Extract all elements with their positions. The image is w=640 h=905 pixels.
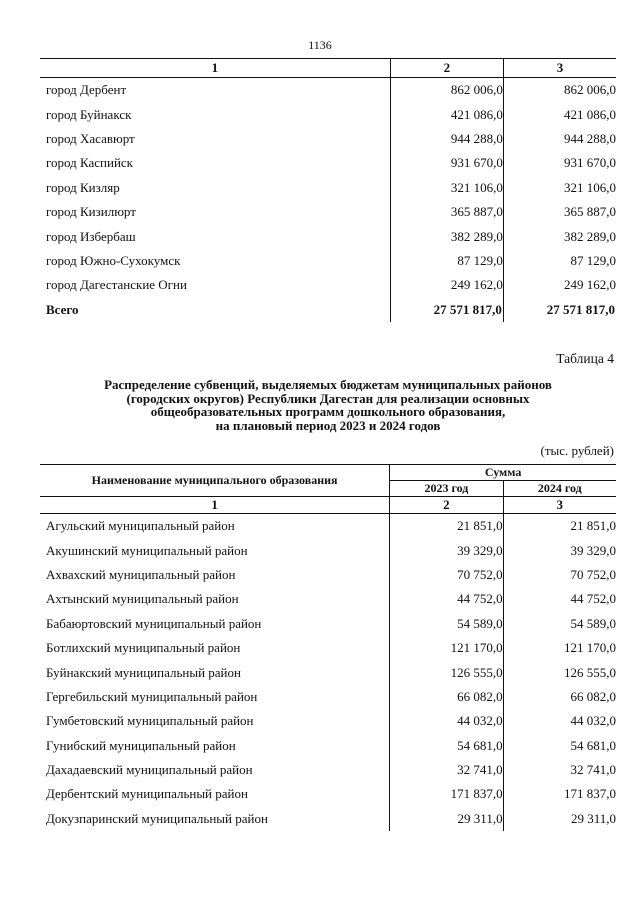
- row-value-2023: 321 106,0: [390, 176, 503, 200]
- caption-line: общеобразовательных программ дошкольного образования,: [150, 404, 506, 420]
- table-row: [40, 734, 616, 758]
- row-name: город Дагестанские Огни: [46, 277, 187, 293]
- row-value-2023: 382 289,0: [390, 224, 503, 248]
- row-value-2023: 21 851,0: [390, 514, 503, 539]
- row-value-2024: 44 032,0: [503, 709, 616, 733]
- column-header-sum: Сумма: [390, 465, 616, 481]
- table-row: [40, 538, 616, 562]
- table-row: [40, 636, 616, 660]
- row-value-2024: 54 589,0: [503, 612, 616, 636]
- row-value-2023: 44 752,0: [390, 587, 503, 611]
- row-name: город Каспийск: [46, 155, 133, 171]
- table-cities: [40, 58, 616, 322]
- table-row: [40, 514, 616, 539]
- table-number-label: Таблица 4: [556, 351, 614, 366]
- row-value-2024: 321 106,0: [503, 176, 616, 200]
- row-value-2023: 249 162,0: [390, 273, 503, 297]
- row-value-2024: 862 006,0: [503, 78, 616, 103]
- row-name: Дербентский муниципальный район: [46, 786, 248, 802]
- caption-line: на плановый период 2023 и 2024 годов: [215, 417, 441, 433]
- table-row: [40, 612, 616, 636]
- table-cities-body: [40, 78, 616, 322]
- table-row: [40, 273, 616, 297]
- table-row: [40, 660, 616, 684]
- column-index-2: 2: [390, 497, 503, 514]
- row-value-2024: 39 329,0: [503, 538, 616, 562]
- row-name: Гергебильский муниципальный район: [46, 688, 258, 704]
- row-value-2024: 171 837,0: [503, 782, 616, 806]
- row-value-2023: 944 288,0: [390, 127, 503, 151]
- row-value-2024: 44 752,0: [503, 587, 616, 611]
- row-value-2024: 54 681,0: [503, 734, 616, 758]
- table-row: [40, 709, 616, 733]
- row-name: город Хасавюрт: [46, 130, 135, 146]
- column-header-2023: 2023 год: [390, 481, 503, 497]
- column-header-1: 1: [40, 59, 390, 78]
- row-value-2024: 70 752,0: [503, 563, 616, 587]
- total-row: [40, 298, 616, 322]
- column-index-1: 1: [40, 497, 390, 514]
- row-value-2023: 862 006,0: [390, 78, 503, 103]
- row-name: Ботлихский муниципальный район: [46, 640, 241, 656]
- table-row: [40, 563, 616, 587]
- column-header-name: Наименование муниципального образования: [40, 465, 390, 497]
- table-districts-body: [40, 514, 616, 832]
- row-value-2023: 54 681,0: [390, 734, 503, 758]
- row-name: Бабаюртовский муниципальный район: [46, 615, 262, 631]
- table-row: [40, 200, 616, 224]
- row-value-2023: 121 170,0: [390, 636, 503, 660]
- row-name: Гумбетовский муниципальный район: [46, 713, 254, 729]
- table-row: [40, 685, 616, 709]
- total-value-2024: 27 571 817,0: [503, 298, 616, 322]
- column-header-2: 2: [390, 59, 503, 78]
- column-index-3: 3: [503, 497, 616, 514]
- row-value-2023: 29 311,0: [390, 807, 503, 831]
- row-value-2024: 421 086,0: [503, 102, 616, 126]
- table-districts: [40, 464, 616, 831]
- table-row: [40, 758, 616, 782]
- total-label: Всего: [46, 301, 79, 317]
- table-row: [40, 78, 616, 103]
- page-number: 1136: [308, 38, 332, 52]
- row-value-2024: 121 170,0: [503, 636, 616, 660]
- row-name: Акушинский муниципальный район: [46, 542, 248, 558]
- row-value-2023: 365 887,0: [390, 200, 503, 224]
- caption-line: (городских округов) Республики Дагестан для реализации основных: [126, 390, 530, 406]
- row-value-2023: 421 086,0: [390, 102, 503, 126]
- row-value-2023: 171 837,0: [390, 782, 503, 806]
- row-name: Ахвахский муниципальный район: [46, 566, 236, 582]
- caption-line: Распределение субвенций, выделяемых бюджетам муниципальных районов: [104, 377, 552, 392]
- table-header-row: [40, 465, 616, 481]
- row-name: город Избербаш: [46, 228, 136, 244]
- table-row: [40, 782, 616, 806]
- row-name: город Южно-Сухокумск: [46, 252, 181, 268]
- row-name: город Буйнакск: [46, 106, 132, 122]
- row-name: Дахадаевский муниципальный район: [46, 762, 253, 778]
- row-name: город Кизилюрт: [46, 204, 136, 220]
- row-value-2024: 32 741,0: [503, 758, 616, 782]
- row-value-2023: 87 129,0: [390, 249, 503, 273]
- table-header-row: [40, 59, 616, 78]
- table-row: [40, 151, 616, 175]
- table-row: [40, 587, 616, 611]
- row-value-2023: 70 752,0: [390, 563, 503, 587]
- row-value-2023: 39 329,0: [390, 538, 503, 562]
- table-row: [40, 102, 616, 126]
- row-value-2024: 126 555,0: [503, 660, 616, 684]
- row-value-2023: 126 555,0: [390, 660, 503, 684]
- row-value-2024: 21 851,0: [503, 514, 616, 539]
- row-name: город Кизляр: [46, 179, 120, 195]
- row-value-2024: 87 129,0: [503, 249, 616, 273]
- row-name: Докузпаринский муниципальный район: [46, 810, 268, 826]
- row-value-2023: 54 589,0: [390, 612, 503, 636]
- table-index-row: [40, 497, 616, 514]
- table-row: [40, 249, 616, 273]
- row-value-2024: 249 162,0: [503, 273, 616, 297]
- row-name: Агульский муниципальный район: [46, 518, 235, 534]
- row-value-2023: 66 082,0: [390, 685, 503, 709]
- row-value-2024: 29 311,0: [503, 807, 616, 831]
- row-value-2024: 944 288,0: [503, 127, 616, 151]
- column-header-2024: 2024 год: [503, 481, 616, 497]
- total-value-2023: 27 571 817,0: [390, 298, 503, 322]
- row-value-2024: 382 289,0: [503, 224, 616, 248]
- table-caption: [40, 378, 616, 432]
- row-value-2023: 931 670,0: [390, 151, 503, 175]
- row-value-2024: 931 670,0: [503, 151, 616, 175]
- table-row: [40, 224, 616, 248]
- row-value-2024: 365 887,0: [503, 200, 616, 224]
- row-value-2023: 32 741,0: [390, 758, 503, 782]
- column-header-3: 3: [503, 59, 616, 78]
- table-row: [40, 127, 616, 151]
- row-name: город Дербент: [46, 82, 127, 98]
- row-name: Ахтынский муниципальный район: [46, 591, 239, 607]
- row-name: Гунибский муниципальный район: [46, 737, 236, 753]
- table-row: [40, 176, 616, 200]
- table-row: [40, 807, 616, 831]
- row-value-2024: 66 082,0: [503, 685, 616, 709]
- row-value-2023: 44 032,0: [390, 709, 503, 733]
- row-name: Буйнакский муниципальный район: [46, 664, 241, 680]
- unit-label: (тыс. рублей): [540, 443, 614, 458]
